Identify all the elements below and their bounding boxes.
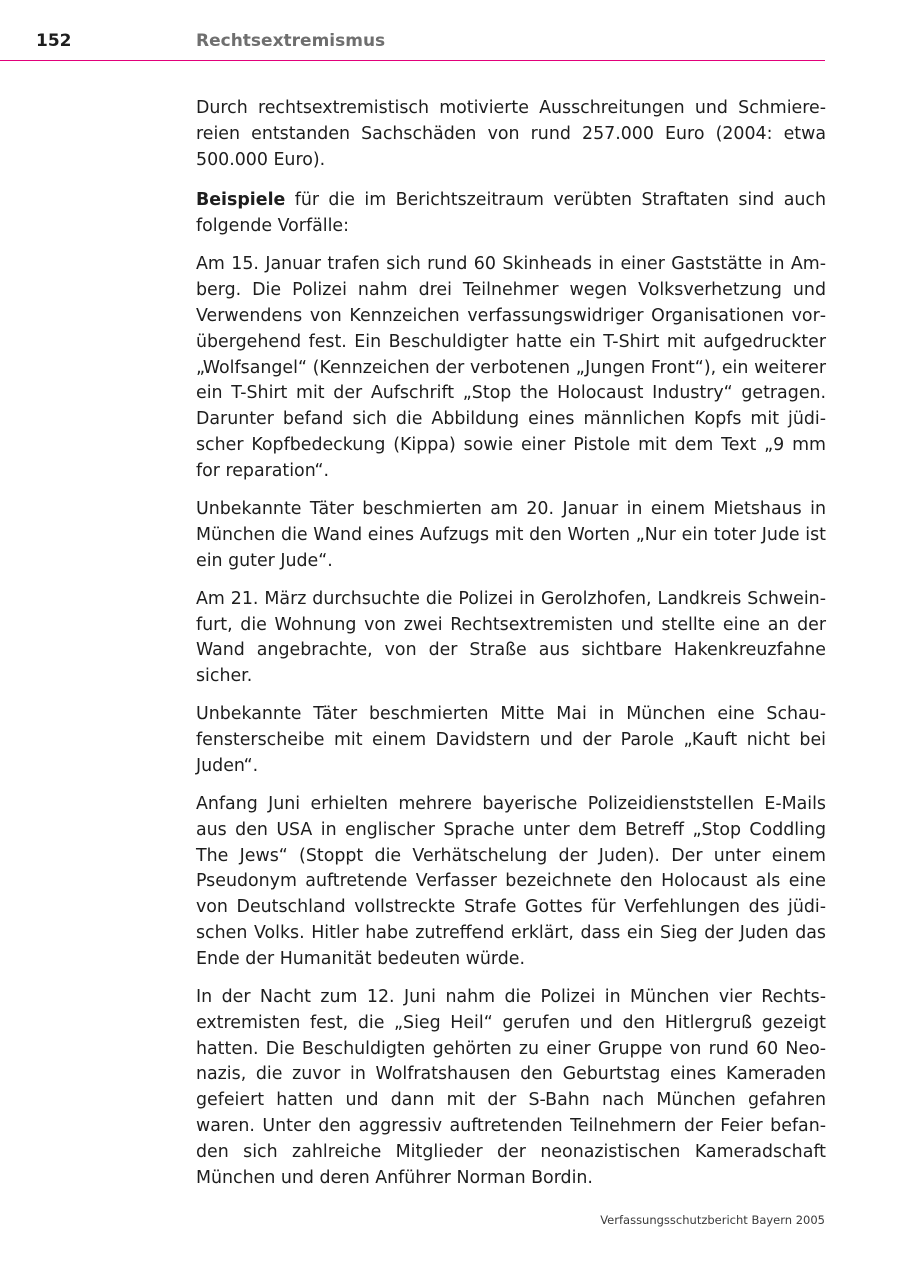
paragraph-examples-intro [196, 188, 826, 240]
paragraph-emails: Anfang Juni erhielten mehrere bayerische Polizeidienststellen E-Mails aus den USA in englischer Sprache unter dem Betreff „Stop Coddling The Jews“ (Stoppt die Verhätschelung der Juden). Der unter einem Pseudonym auftretende Verfasser bezeichnete den Holocaust als eine von Deutschland vollstreckte Strafe Gottes für Verfehlungen des jüdischen Volks. Hitler habe zutreffend erklärt, dass ein Sieg der Juden das Ende der Humanität bedeuten würde. [196, 794, 826, 969]
page-header [0, 0, 825, 61]
paragraph-gerolzhofen: Am 21. März durchsuchte die Polizei in Gerolzhofen, Landkreis Schweinfurt, die Wohnung von zwei Rechtsextremisten und stellte eine an der Wand angebrachte, von der Straße aus sichtbare Hakenkreuzfahne sicher. [196, 588, 826, 687]
paragraph-shop-window: Unbekannte Täter beschmierten Mitte Mai in München eine Schaufensterscheibe mit einem Davidstern und der Parole „Kauft nicht bei Juden“. [196, 704, 826, 776]
examples-intro-text: für die im Berichtszeitraum verübten Straftaten sind auch folgende Vorfälle: [196, 190, 826, 237]
examples-lead-word: Beispiele [196, 190, 286, 211]
page-footer: Verfassungsschutzbericht Bayern 2005 [600, 1213, 825, 1227]
paragraph-elevator: Unbekannte Täter beschmierten am 20. Januar in einem Mietshaus in München die Wand eines Aufzugs mit den Worten „Nur ein toter Jude ist ein guter Jude“. [196, 498, 826, 571]
page-number: 152 [36, 31, 72, 51]
paragraph-munich-arrests: In der Nacht zum 12. Juni nahm die Polizei in München vier Rechtsextremisten fest, die „Sieg Heil“ gerufen und den Hitlergruß gezeigt hatten. Die Beschuldigten gehörten zu einer Gruppe von rund 60 Neonazis, die zuvor in Wolfratshausen den Geburtstag eines Kameraden gefeiert hatten und dann mit der S-Bahn nach München gefahren waren. Unter den aggressiv auftretenden Teilnehmern der Feier befanden sich zahlreiche Mitglieder der neonazistischen Kameradschaft München und deren Anführer Norman Bordin. [196, 987, 826, 1188]
paragraph-damages: Durch rechtsextremistisch motivierte Ausschreitungen und Schmierereien entstanden Sachschäden von rund 257.000 Euro (2004: etwa 500.000 Euro). [196, 98, 826, 170]
running-head: Rechtsextremismus [196, 31, 386, 51]
paragraph-amberg: Am 15. Januar trafen sich rund 60 Skinheads in einer Gaststätte in Amberg. Die Polizei nahm drei Teilnehmer wegen Volksverhetzung und Verwendens von Kennzeichen verfassungswidriger Organisationen vorübergehend fest. Ein Beschuldigter hatte ein T-Shirt mit aufgedruckter „Wolfsangel“ (Kennzeichen der verbotenen „Jungen Front“), ein weiterer ein T-Shirt mit der Aufschrift „Stop the Holocaust Industry“ getragen. Darunter befand sich die Abbildung eines männlichen Kopfs mit jüdischer Kopfbedeckung (Kippa) sowie einer Pistole mit dem Text „9 mm for reparation“. [196, 254, 826, 481]
body-text [196, 96, 826, 1204]
